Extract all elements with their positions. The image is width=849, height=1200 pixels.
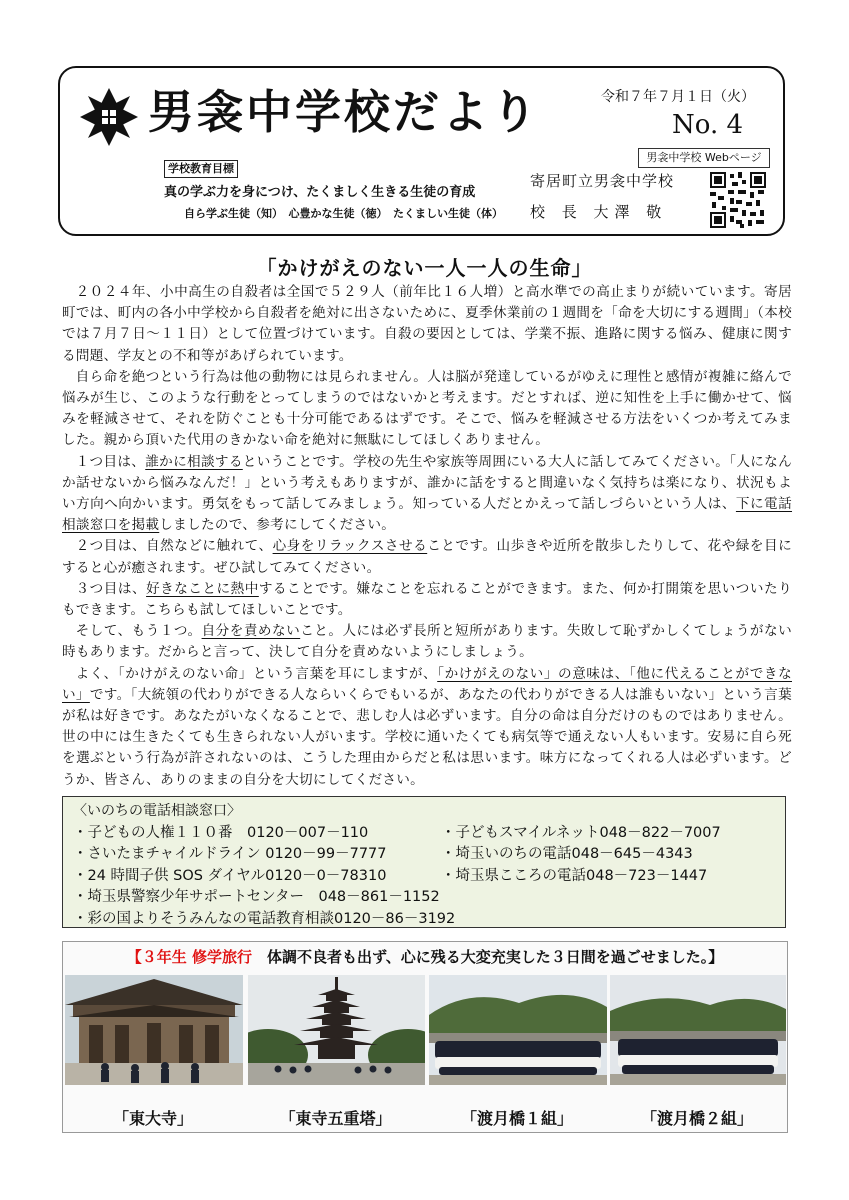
hotline-row xyxy=(73,844,775,866)
text-span: そして、もう１つ。 xyxy=(75,623,202,640)
underlined-text: 「かけがえのない」の意味は、「他に代えることができない」 xyxy=(62,665,792,703)
hotline-row xyxy=(73,823,775,845)
hotline-title: 〈いのちの電話相談窓口〉 xyxy=(73,803,241,819)
article-paragraph-4 xyxy=(62,536,792,578)
hotline-entry: ・埼玉いのちの電話048－645－4343 xyxy=(441,846,693,863)
principal-name: 校 長 大澤 敬 xyxy=(530,203,668,221)
text-span: １つ目は、 xyxy=(75,453,146,470)
hotline-entry: ・埼玉県こころの電話048－723－1447 xyxy=(441,867,708,884)
article-title: 「かけがえのない一人一人の生命」 xyxy=(256,256,593,280)
issue-number: No. 4 xyxy=(672,110,744,140)
issue-date: 令和７年７月１日（火） xyxy=(601,89,755,105)
hotline-entry: ・24 時間子供 SOS ダイヤル0120－0－78310 xyxy=(73,867,387,884)
school-name: 寄居町立男衾中学校 xyxy=(530,172,675,190)
text-span: よく、「かけがえのない命」という言葉を耳にしますが、 xyxy=(75,665,438,682)
article-paragraph-3 xyxy=(62,452,792,537)
text-span: することです。嫌なことを忘れることができます。また、何か打開策を思いついたりもできます。こちらも試してほしいことです。 xyxy=(62,580,792,619)
text-span: ３つ目は、 xyxy=(75,580,147,597)
trip-heading-red: 【３年生 修学旅行 xyxy=(126,948,252,966)
hotline-entry: ・子どもの人権１１０番 0120－007－110 xyxy=(73,824,369,841)
school-trip-heading xyxy=(63,946,787,967)
text-span: ということです。学校の先生や家族等周囲にいる大人に話してみてください。「人になんか話せないから悩みなんだ！」という考えもありますが、誰かに話をすると間違いなく気持ちは楽になり、状況もよい方向へ向かいます。勇気をもって話してみましょう。知っている人だとかえって話しづらいという人は、 xyxy=(62,453,793,513)
article-paragraph-6 xyxy=(62,621,792,663)
hotline-entry: ・彩の国よりそうみんなの電話教育相談0120－86－3192 xyxy=(73,910,456,927)
hotline-box xyxy=(62,796,786,928)
article-body xyxy=(62,282,792,791)
hotline-entry: ・さいたまチャイルドライン 0120－99－7777 xyxy=(73,846,387,863)
article-paragraph-7 xyxy=(62,664,792,791)
hotline-entry: ・子どもスマイルネット048－822－7007 xyxy=(441,824,721,841)
hotline-entry: ・埼玉県警察少年サポートセンター 048－861－1152 xyxy=(73,889,440,906)
education-goal-label: 学校教育目標 xyxy=(164,160,238,178)
underlined-text: 誰かに相談する xyxy=(145,453,243,470)
underlined-text: 下に電話相談窓口を掲載 xyxy=(62,496,793,534)
text-span: しましたので、参考にしてください。 xyxy=(159,517,396,534)
article-paragraph-1: ２０２４年、小中高生の自殺者は全国で５２９人（前年比１６人増）と高水準での高止まりが続いています。寄居町では、町内の各小中学校から自殺者を絶対に出さないために、夏季休業前の１週間を「命を大切にする週間」（本校では７月７日～１１日）として位置づけています。自殺の要因としては、学業不振、進路に関する悩み、健康に関する問題、学友との不和等があげられています。 xyxy=(62,284,792,364)
text-span: ことです。山歩きや近所を散歩したりして、花や緑を目にすると心が癒されます。ぜひ試してみてください。 xyxy=(62,538,792,576)
web-page-label: 男衾中学校 Webページ xyxy=(638,148,770,168)
text-span: こと。人には必ず長所と短所があります。失敗して恥ずかしくてしょうがない時もあります。だからと言って、決して自分を責めないようにしましょう。 xyxy=(62,623,792,661)
article-paragraph-2: 自ら命を絶つという行為は他の動物には見られません。人は脳が発達しているがゆえに理性と感情が複雑に絡んで悩みが生じ、このような行動をとってしまうのではないかと考えます。だとすれば、逆に知性を上手に働かせて、悩みを軽減させて、それを防ぐことも十分可能であるはずです。そこで、悩みを軽減させる方法をいくつか考えてみました。親から頂いた代用のきかない命を絶対に無駄にしてほしくありません。 xyxy=(62,368,792,449)
header-box xyxy=(58,66,785,236)
underlined-text: 自分を責めない xyxy=(201,623,301,640)
school-emblem-icon xyxy=(78,86,140,148)
caption-togetsukyo-class2: 「渡月橋２組」 xyxy=(640,1109,753,1128)
caption-toji-pagoda: 「東寺五重塔」 xyxy=(279,1109,392,1128)
hotline-row xyxy=(73,887,775,909)
underlined-text: 心身をリラックスさせる xyxy=(272,538,428,555)
qr-code-icon[interactable] xyxy=(710,172,766,228)
photo-togetsukyo-class1 xyxy=(429,975,607,1085)
text-span: ２つ目は、自然などに触れて、 xyxy=(75,538,273,555)
photo-togetsukyo-class2 xyxy=(610,975,786,1085)
underlined-text: 好きなことに熱中 xyxy=(146,580,259,597)
article-paragraph-5 xyxy=(62,579,792,621)
education-goal: 真の学ぶ力を身につけ、たくましく生きる生徒の育成 xyxy=(164,185,476,200)
hotline-row xyxy=(73,866,775,888)
photo-todaiji xyxy=(65,975,243,1085)
trip-heading-text: 体調不良者も出ず、心に残る大変充実した３日間を過ごせました。】 xyxy=(266,948,724,966)
hotline-row xyxy=(73,909,775,931)
education-goal-sub: 自ら学ぶ生徒（知） 心豊かな生徒（徳） たくましい生徒（体） xyxy=(184,207,503,220)
photo-toji-pagoda xyxy=(248,975,425,1085)
newsletter-title: 男衾中学校だより xyxy=(148,85,540,139)
school-trip-section xyxy=(62,941,788,1133)
caption-togetsukyo-class1: 「渡月橋１組」 xyxy=(460,1109,573,1128)
text-span: です。「大統領の代わりができる人ならいくらでもいるが、あなたの代わりができる人は誰もいない」という言葉が私は好きです。あなたがいなくなることで、悲しむ人は必ずいます。自分の命は自分だけのものではありません。世の中には生きたくても生きられない人がいます。学校に通いたくても病気等で通えない人もいます。安易に自ら死を選ぶという行為が許されないのは、こうした理由からだと私は思います。味方になってくれる人は必ずいます。どうか、皆さん、ありのままの自分を大切にしてください。 xyxy=(62,686,792,788)
caption-todaiji: 「東大寺」 xyxy=(112,1109,193,1128)
